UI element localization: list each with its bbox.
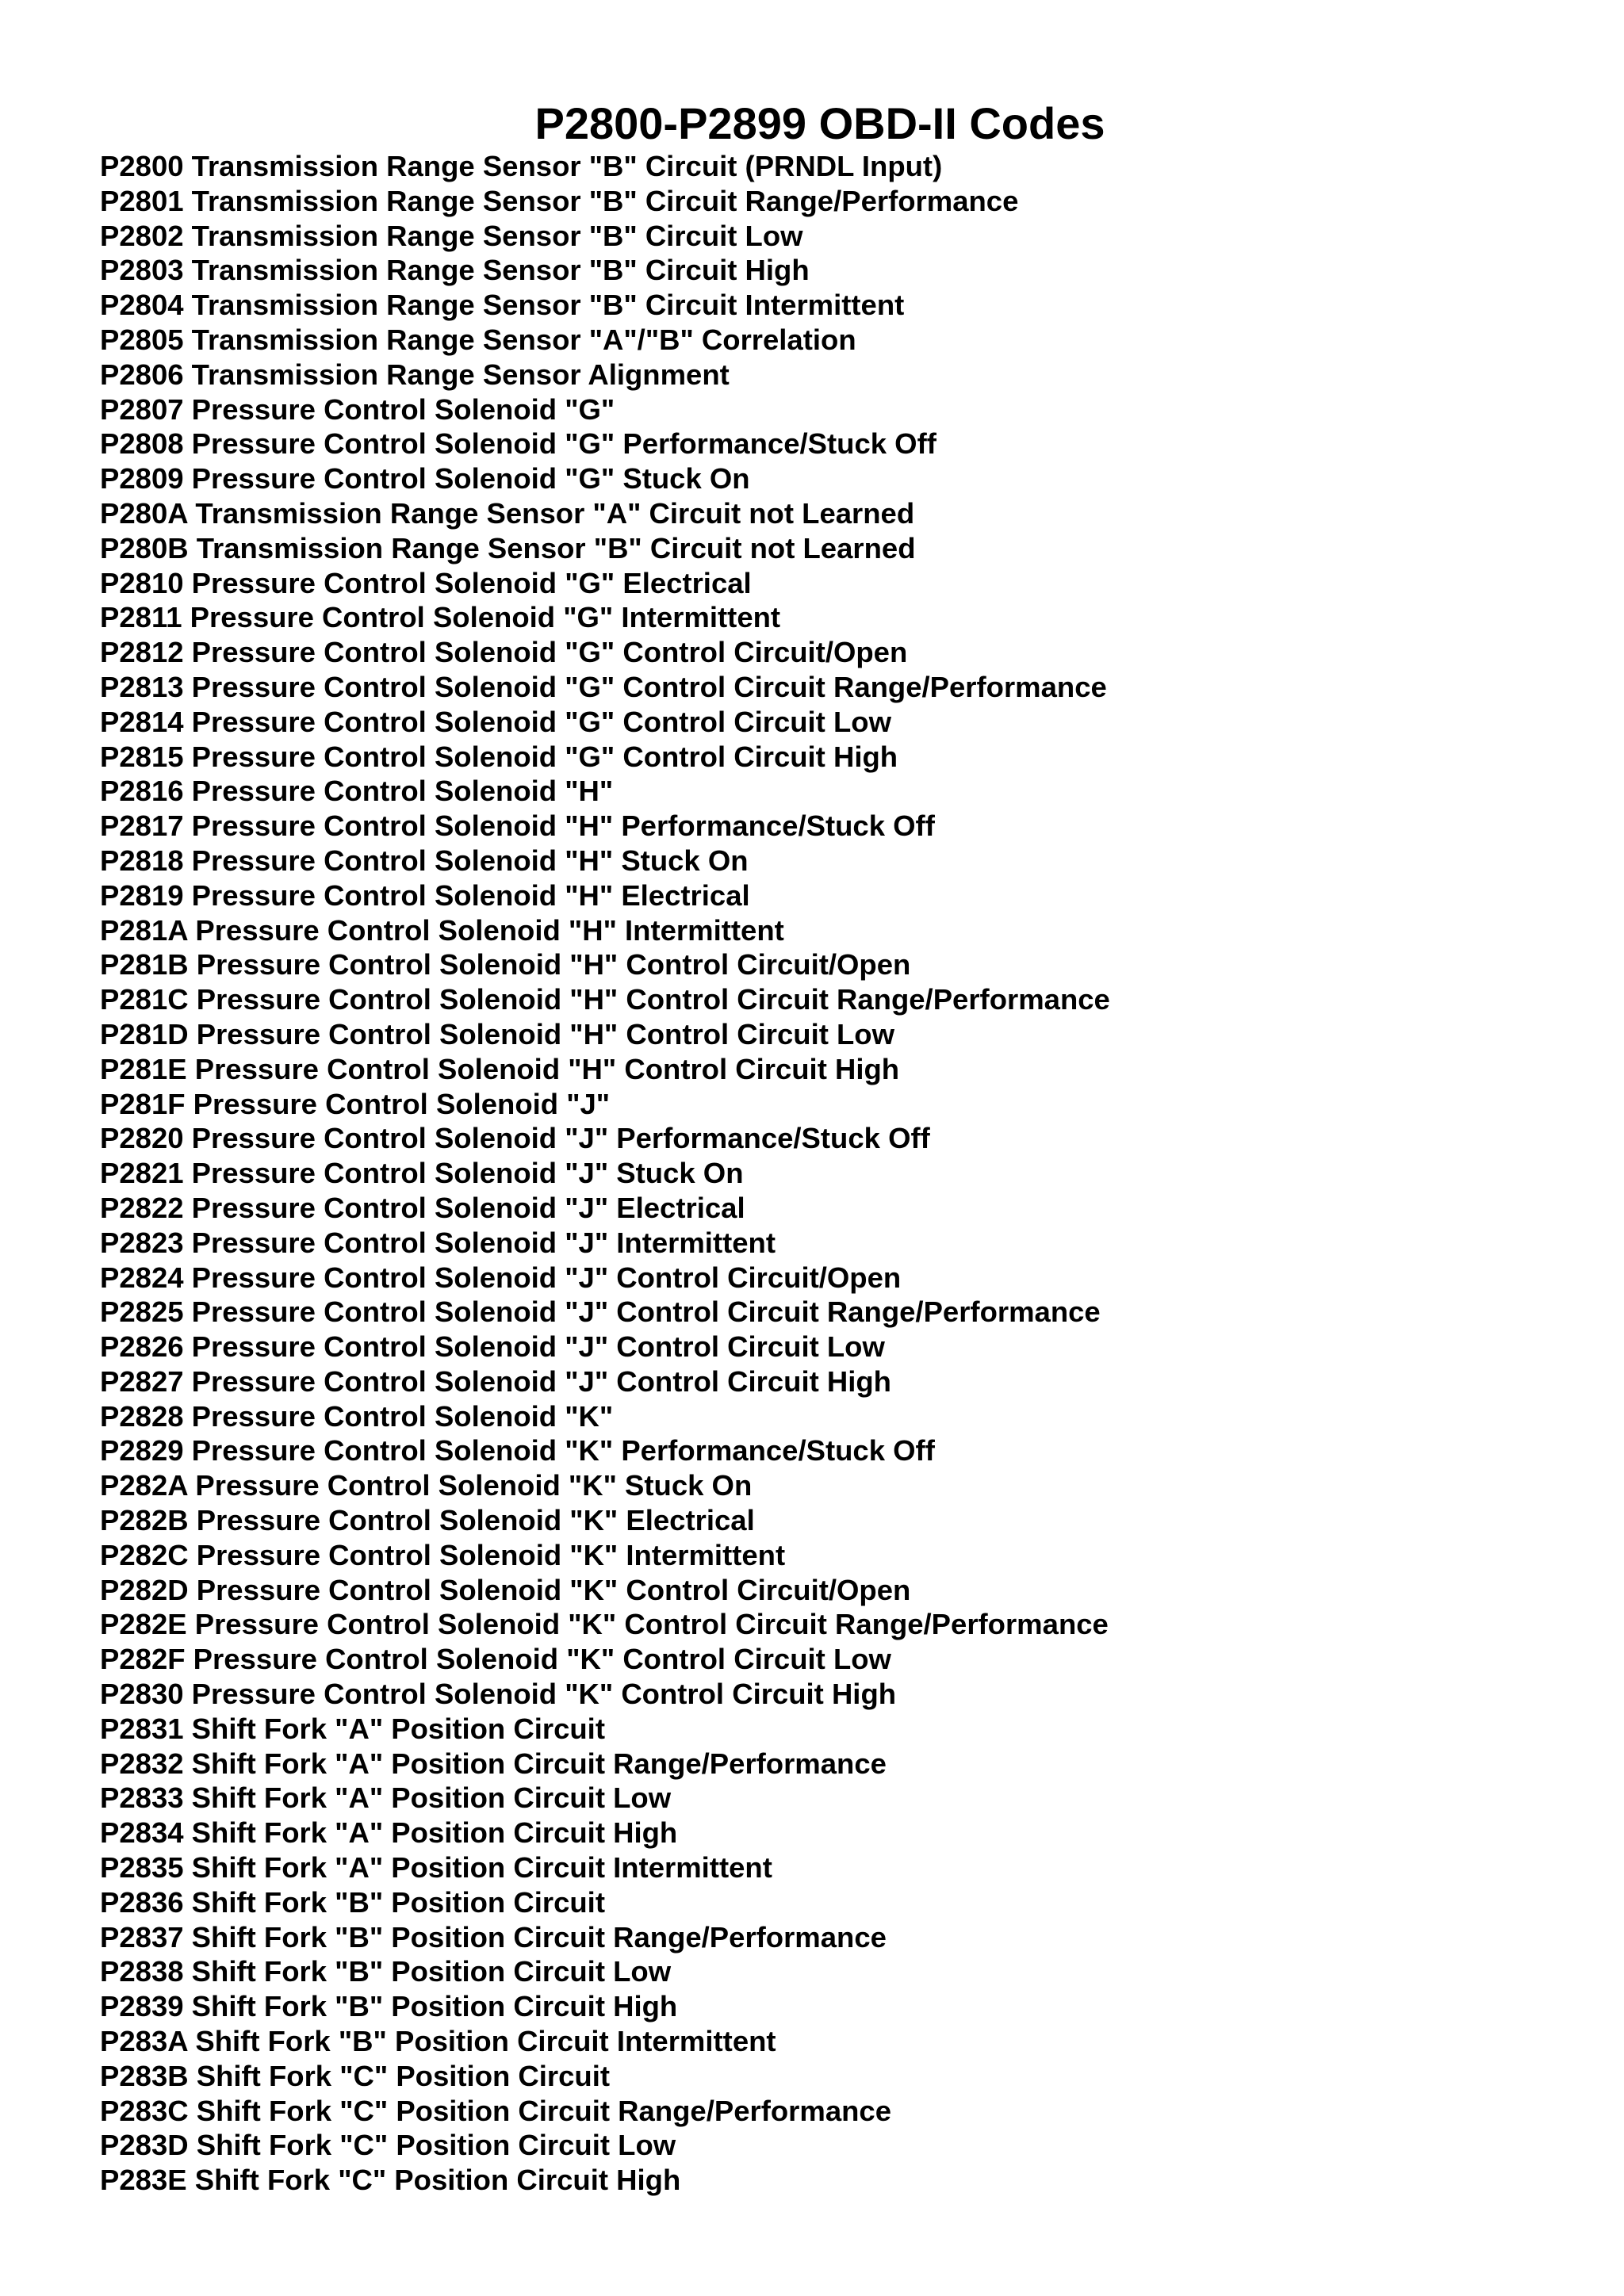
code-line: P2810 Pressure Control Solenoid "G" Electrical [100, 566, 752, 599]
code-line: P2828 Pressure Control Solenoid "K" [100, 1399, 614, 1433]
code-line: P2818 Pressure Control Solenoid "H" Stuck On [100, 844, 749, 877]
code-line: P2833 Shift Fork "A" Position Circuit Low [100, 1781, 672, 1815]
code-line: P280B Transmission Range Sensor "B" Circuit not Learned [100, 531, 916, 564]
code-line: P282B Pressure Control Solenoid "K" Electrical [100, 1504, 755, 1537]
code-list [100, 149, 1591, 2198]
code-line: P2809 Pressure Control Solenoid "G" Stuck On [100, 462, 750, 496]
code-line: P283A Shift Fork "B" Position Circuit Intermittent [100, 2025, 776, 2058]
code-line: P2832 Shift Fork "A" Position Circuit Range/Performance [100, 1747, 887, 1780]
code-line: P2827 Pressure Control Solenoid "J" Control Circuit High [100, 1364, 891, 1398]
code-line: P2800 Transmission Range Sensor "B" Circuit (PRNDL Input) [100, 150, 943, 182]
code-line: P2803 Transmission Range Sensor "B" Circuit High [100, 254, 810, 287]
code-line: P281F Pressure Control Solenoid "J" [100, 1087, 611, 1120]
code-line: P2813 Pressure Control Solenoid "G" Control Circuit Range/Performance [100, 670, 1107, 703]
code-line: P2811 Pressure Control Solenoid "G" Intermittent [100, 601, 781, 634]
code-line: P2826 Pressure Control Solenoid "J" Control Circuit Low [100, 1330, 885, 1364]
code-line: P282F Pressure Control Solenoid "K" Control Circuit Low [100, 1643, 891, 1676]
code-line: P2825 Pressure Control Solenoid "J" Control Circuit Range/Performance [100, 1295, 1101, 1329]
page-title: P2800-P2899 OBD-II Codes [534, 98, 1105, 148]
code-line: P281D Pressure Control Solenoid "H" Control Circuit Low [100, 1017, 894, 1050]
code-line: P281C Pressure Control Solenoid "H" Control Circuit Range/Performance [100, 983, 1110, 1016]
code-line: P2812 Pressure Control Solenoid "G" Control Circuit/Open [100, 636, 908, 669]
code-line: P281A Pressure Control Solenoid "H" Intermittent [100, 913, 784, 947]
code-line: P2834 Shift Fork "A" Position Circuit High [100, 1816, 678, 1850]
code-line: P2829 Pressure Control Solenoid "K" Performance/Stuck Off [100, 1434, 935, 1468]
code-line: P281E Pressure Control Solenoid "H" Control Circuit High [100, 1052, 900, 1085]
code-line: P2807 Pressure Control Solenoid "G" [100, 392, 615, 426]
code-line: P283E Shift Fork "C" Position Circuit High [100, 2164, 681, 2197]
code-line: P2815 Pressure Control Solenoid "G" Control Circuit High [100, 740, 898, 773]
code-line: P2805 Transmission Range Sensor "A"/"B" Correlation [100, 323, 856, 356]
code-line: P2802 Transmission Range Sensor "B" Circuit Low [100, 219, 803, 252]
code-line: P283C Shift Fork "C" Position Circuit Range/Performance [100, 2094, 892, 2127]
code-line: P2808 Pressure Control Solenoid "G" Performance/Stuck Off [100, 427, 936, 461]
code-line: P2814 Pressure Control Solenoid "G" Control Circuit Low [100, 705, 891, 738]
code-line: P281B Pressure Control Solenoid "H" Control Circuit/Open [100, 948, 911, 982]
code-line: P2817 Pressure Control Solenoid "H" Performance/Stuck Off [100, 809, 935, 843]
code-line: P2838 Shift Fork "B" Position Circuit Low [100, 1955, 672, 1988]
code-line: P2831 Shift Fork "A" Position Circuit [100, 1712, 605, 1745]
code-line: P282D Pressure Control Solenoid "K" Control Circuit/Open [100, 1573, 911, 1606]
code-line: P2816 Pressure Control Solenoid "H" [100, 775, 614, 808]
code-line: P2836 Shift Fork "B" Position Circuit [100, 1885, 605, 1919]
code-line: P2806 Transmission Range Sensor Alignment [100, 358, 730, 391]
code-line: P282E Pressure Control Solenoid "K" Control Circuit Range/Performance [100, 1608, 1109, 1641]
code-line: P282A Pressure Control Solenoid "K" Stuck On [100, 1469, 753, 1502]
code-line: P2824 Pressure Control Solenoid "J" Control Circuit/Open [100, 1261, 902, 1294]
code-line: P2804 Transmission Range Sensor "B" Circuit Intermittent [100, 289, 905, 322]
code-line: P2830 Pressure Control Solenoid "K" Control Circuit High [100, 1678, 897, 1711]
code-line: P2823 Pressure Control Solenoid "J" Intermittent [100, 1226, 776, 1259]
code-line: P2821 Pressure Control Solenoid "J" Stuck On [100, 1157, 744, 1190]
code-line: P283D Shift Fork "C" Position Circuit Low [100, 2129, 676, 2162]
code-line: P2822 Pressure Control Solenoid "J" Electrical [100, 1191, 745, 1224]
code-line: P2839 Shift Fork "B" Position Circuit High [100, 1990, 678, 2023]
code-line: P280A Transmission Range Sensor "A" Circuit not Learned [100, 496, 915, 530]
code-line: P2801 Transmission Range Sensor "B" Circuit Range/Performance [100, 184, 1019, 217]
code-line: P2835 Shift Fork "A" Position Circuit Intermittent [100, 1851, 772, 1885]
code-line: P283B Shift Fork "C" Position Circuit [100, 2059, 611, 2092]
code-line: P2820 Pressure Control Solenoid "J" Performance/Stuck Off [100, 1122, 930, 1155]
code-line: P2819 Pressure Control Solenoid "H" Electrical [100, 878, 750, 912]
code-line: P282C Pressure Control Solenoid "K" Intermittent [100, 1538, 786, 1571]
code-line: P2837 Shift Fork "B" Position Circuit Range/Performance [100, 1920, 887, 1954]
